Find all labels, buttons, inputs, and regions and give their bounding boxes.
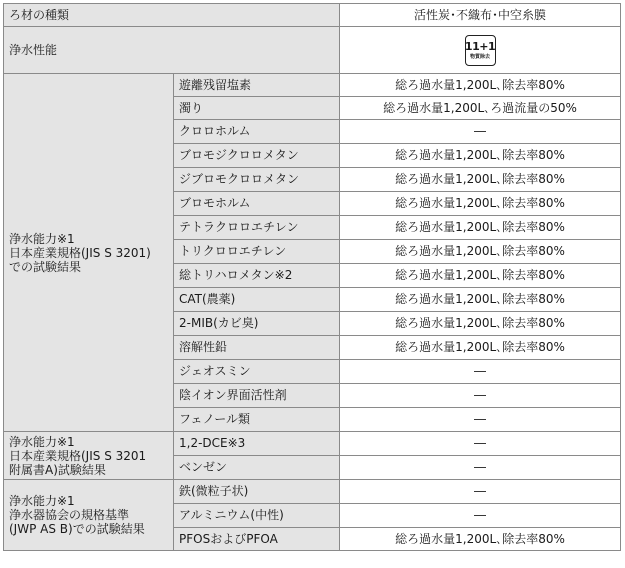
section-title-line: 浄水能力※1 <box>9 231 75 246</box>
item-name: ジェオスミン <box>174 360 340 384</box>
item-value: 総ろ過水量1,200L､除去率80% <box>340 216 621 240</box>
section-title-line: 浄水器協会の規格基準 <box>9 508 130 522</box>
item-value: 総ろ過水量1,200L､除去率80% <box>340 264 621 288</box>
item-name: ジブロモクロロメタン <box>174 168 340 192</box>
section-title-line: での試験結果 <box>9 259 82 274</box>
item-name: フェノール類 <box>174 408 340 432</box>
filter-type-label: ろ材の種類 <box>4 4 340 27</box>
section-title <box>4 74 174 432</box>
performance-row <box>4 27 621 74</box>
item-name: 2-MIB(カビ臭) <box>174 312 340 336</box>
badge-number: 11+1 <box>464 39 496 53</box>
item-value: 総ろ過水量1,200L､除去率80% <box>340 144 621 168</box>
item-value: ― <box>340 504 621 528</box>
spec-table-body <box>4 4 621 551</box>
item-value: 総ろ過水量1,200L､除去率80% <box>340 240 621 264</box>
section-title <box>4 480 174 551</box>
item-value: 総ろ過水量1,200L､除去率80% <box>340 336 621 360</box>
item-name: ブロモホルム <box>174 192 340 216</box>
item-value: 総ろ過水量1,200L､除去率80% <box>340 312 621 336</box>
item-value: ― <box>340 456 621 480</box>
performance-label: 浄水性能 <box>4 27 340 74</box>
item-value: 総ろ過水量1,200L､除去率80% <box>340 168 621 192</box>
item-name: 1,2-DCE※3 <box>174 432 340 456</box>
badge-subtext: 物質除去 <box>470 53 491 60</box>
table-row <box>4 480 621 504</box>
table-row <box>4 432 621 456</box>
item-value: ― <box>340 360 621 384</box>
item-name: 遊離残留塩素 <box>174 74 340 97</box>
item-name: PFOSおよびPFOA <box>174 528 340 551</box>
section-title-line: 附属書A)試験結果 <box>9 462 106 477</box>
item-name: ベンゼン <box>174 456 340 480</box>
item-name: 濁り <box>174 97 340 120</box>
item-value: 総ろ過水量1,200L､ろ過流量の50% <box>340 97 621 120</box>
item-name: ブロモジクロロメタン <box>174 144 340 168</box>
item-value: ― <box>340 384 621 408</box>
item-value: ― <box>340 432 621 456</box>
item-name: クロロホルム <box>174 120 340 144</box>
item-value: ― <box>340 408 621 432</box>
section-title <box>4 432 174 480</box>
item-value: ― <box>340 120 621 144</box>
performance-value <box>340 27 621 74</box>
filter-spec-table <box>3 3 621 551</box>
item-name: アルミニウム(中性) <box>174 504 340 528</box>
item-value: 総ろ過水量1,200L､除去率80% <box>340 192 621 216</box>
item-name: 陰イオン界面活性剤 <box>174 384 340 408</box>
item-value: 総ろ過水量1,200L､除去率80% <box>340 528 621 551</box>
section-title-line: 浄水能力※1 <box>9 494 75 508</box>
item-value: 総ろ過水量1,200L､除去率80% <box>340 74 621 97</box>
filter-type-value: 活性炭･不織布･中空糸膜 <box>340 4 621 27</box>
section-title-line: 浄水能力※1 <box>9 434 75 449</box>
item-name: 鉄(微粒子状) <box>174 480 340 504</box>
item-value: ― <box>340 480 621 504</box>
item-name: テトラクロロエチレン <box>174 216 340 240</box>
item-name: 総トリハロメタン※2 <box>174 264 340 288</box>
item-name: トリクロロエチレン <box>174 240 340 264</box>
header-row <box>4 4 621 27</box>
table-row <box>4 74 621 97</box>
filtration-badge-icon <box>465 35 496 66</box>
section-title-line: 日本産業規格(JIS S 3201 <box>9 448 147 463</box>
section-title-line: (JWP AS B)での試験結果 <box>9 522 145 536</box>
section-title-line: 日本産業規格(JIS S 3201) <box>9 245 151 260</box>
item-value: 総ろ過水量1,200L､除去率80% <box>340 288 621 312</box>
item-name: CAT(農薬) <box>174 288 340 312</box>
item-name: 溶解性鉛 <box>174 336 340 360</box>
